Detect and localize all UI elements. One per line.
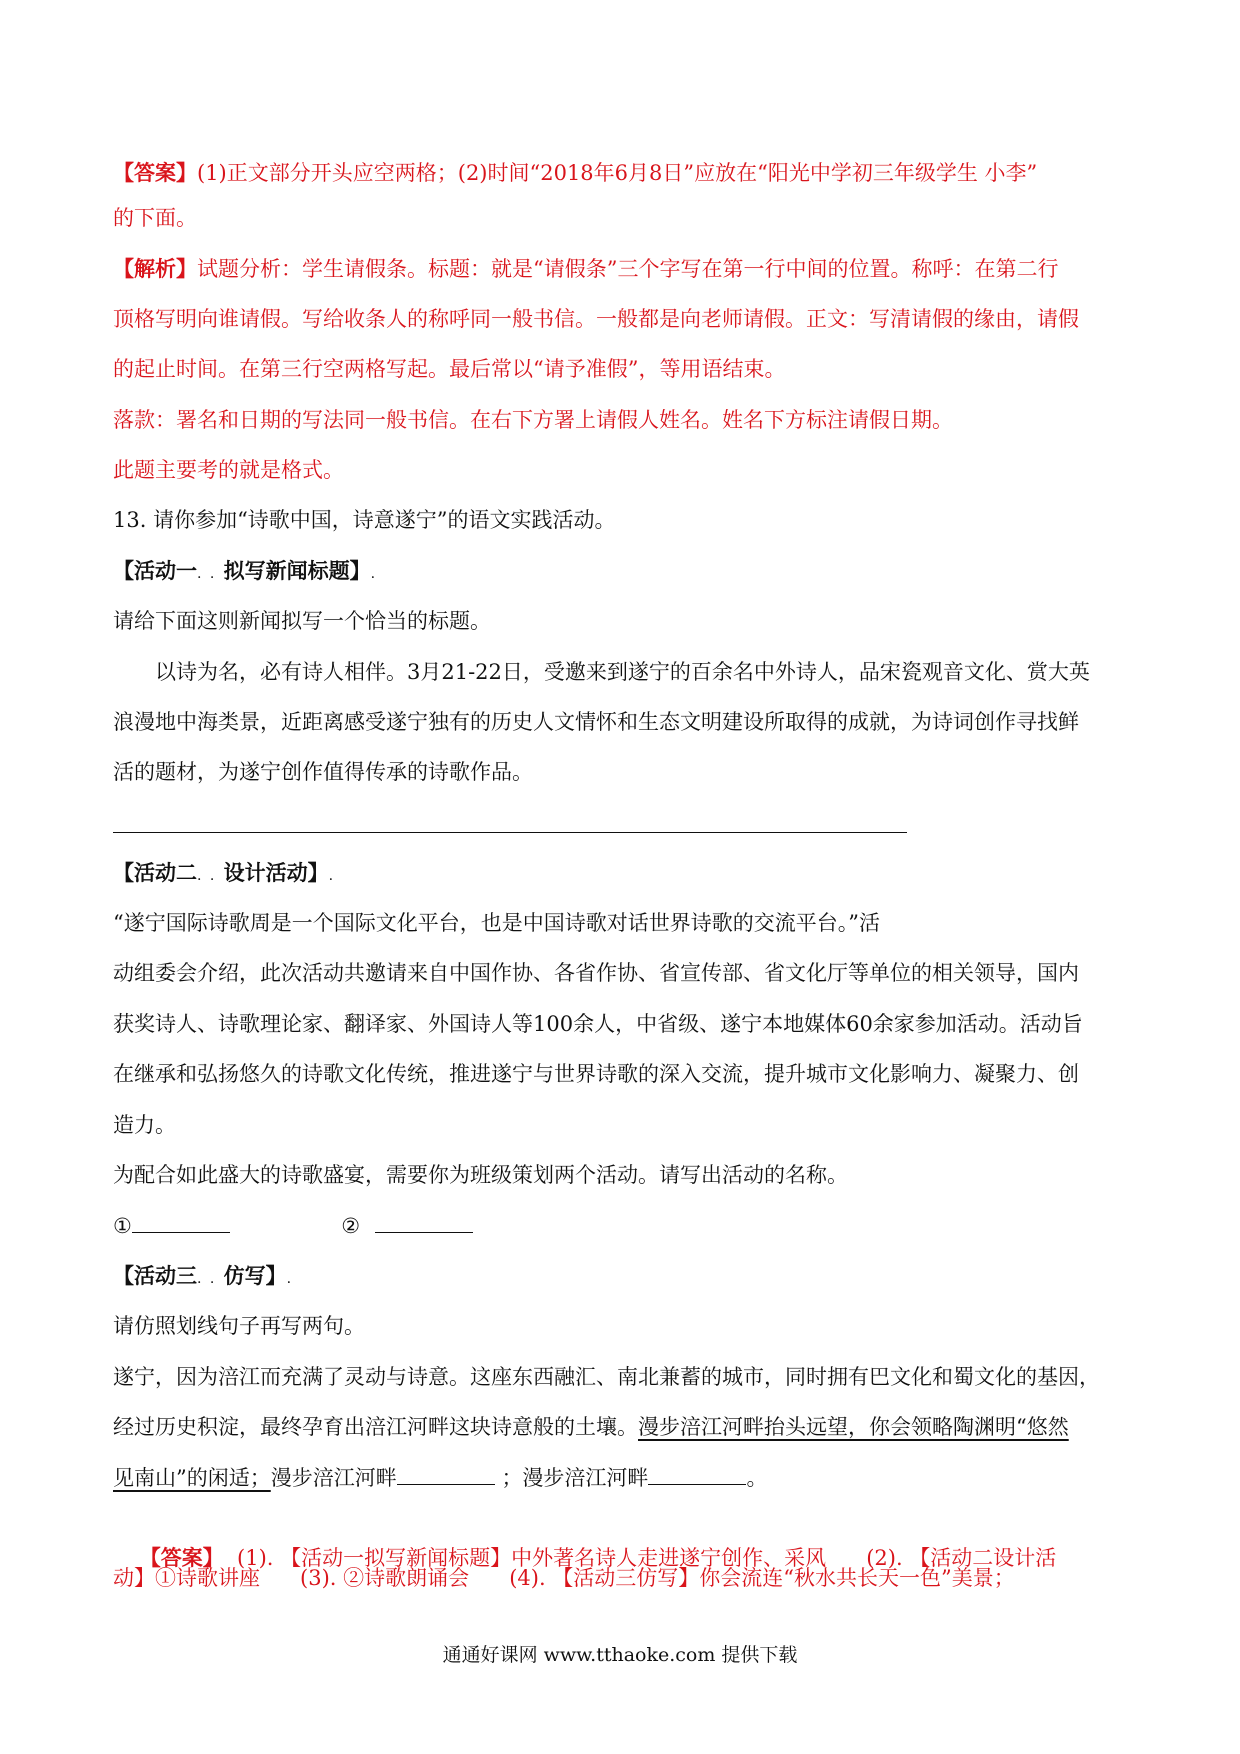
analysis-line-2: 顶格写明向谁请假。写给收条人的称呼同一般书信。一般都是向老师请假。正文：写清请假的缘由，请假: [113, 307, 1079, 331]
analysis-line-5: 此题主要考的就是格式。: [113, 458, 344, 482]
activity2-paragraph-2: 获奖诗人、诗歌理论家、翻译家、外国诗人等100余人，中省级、遂宁本地媒体60余家参加活动。活动旨: [113, 1012, 1083, 1036]
answer-line-2: 的下面。: [113, 206, 197, 230]
imitation-prompt-1: 漫步涪江河畔: [270, 1466, 397, 1490]
answer-text: (1)正文部分开头应空两格；(2)时间“2018年6月8日”应放在“阳光中学初三年级学生 小李”: [197, 161, 1038, 185]
activity1-paragraph-2: 浪漫地中海类景，近距离感受遂宁独有的历史人文情怀和生态文明建设所取得的成就，为诗词创作寻找鲜: [113, 710, 1079, 734]
activity1-instruction: 请给下面这则新闻拟写一个恰当的标题。: [113, 609, 491, 633]
answer2-text-1: (1). 【活动一拟写新闻标题】中外著名诗人走进遂宁创作、采风 (2). 【活动二设计活: [223, 1546, 1057, 1570]
underlined-sentence-part-1: 漫步涪江河畔抬头远望，你会领略陶渊明“悠然: [638, 1415, 1069, 1439]
activity1-paragraph-3: 活的题材，为遂宁创作值得传承的诗歌作品。: [113, 760, 533, 784]
activity3-heading: 【活动三. . 仿写】.: [113, 1263, 294, 1288]
activity1-prefix: 【活动一: [113, 558, 197, 583]
activity2-blanks: [113, 1210, 1130, 1241]
blank-2-line[interactable]: [375, 1210, 473, 1233]
activity2-heading: 【活动二. . 设计活动】.: [113, 860, 336, 885]
analysis-line-1: [113, 254, 1130, 284]
activity3-title: 仿写】: [223, 1263, 287, 1288]
blank-2-marker: ②: [341, 1214, 361, 1238]
activity1-title: 拟写新闻标题】: [223, 558, 371, 583]
blank-1-marker: ①: [113, 1214, 132, 1238]
analysis-label: 【解析】: [113, 256, 197, 281]
activity2-paragraph-4: 造力。: [113, 1113, 176, 1137]
underlined-sentence-part-2: 见南山”的闲适；: [113, 1466, 271, 1490]
answer2-label: 【答案】: [139, 1545, 224, 1570]
activity3-instruction: 请仿照划线句子再写两句。: [113, 1314, 365, 1338]
answer-line-1: [113, 158, 1130, 188]
activity3-paragraph-3: [113, 1462, 1130, 1493]
activity2-instruction: 为配合如此盛大的诗歌盛宴，需要你为班级策划两个活动。请写出活动的名称。: [113, 1163, 848, 1187]
answer2-line-2: 动】①诗歌讲座 (3). ②诗歌朗诵会 (4). 【活动三仿写】你会流连“秋水共长天一色”美景；: [113, 1566, 1015, 1590]
analysis-line-3: 的起止时间。在第三行空两格写起。最后常以“请予准假”，等用语结束。: [113, 357, 786, 381]
page-footer: 通通好课网 www.tthaoke.com 提供下载: [442, 1644, 798, 1666]
activity2-paragraph-3: 在继承和弘扬悠久的诗歌文化传统，推进遂宁与世界诗歌的深入交流，提升城市文化影响力、凝聚力、创: [113, 1062, 1079, 1086]
activity1-heading: 【活动一. . 拟写新闻标题】.: [113, 558, 378, 583]
imitation-blank-1[interactable]: [397, 1462, 495, 1485]
activity2-title: 设计活动】: [223, 860, 329, 885]
activity2-paragraph-1: 动组委会介绍，此次活动共邀请来自中国作协、各省作协、省宣传部、省文化厅等单位的相关领导，国内: [113, 961, 1079, 985]
answer-rule-line: [113, 832, 907, 833]
activity2-prefix: 【活动二: [113, 860, 197, 885]
activity3-paragraph-1: 遂宁，因为涪江而充满了灵动与诗意。这座东西融汇、南北兼蓄的城市，同时拥有巴文化和蜀文化的基因，: [113, 1365, 1100, 1389]
activity1-paragraph-1: 以诗为名，必有诗人相伴。3月21-22日，受邀来到遂宁的百余名中外诗人，品宋瓷观音文化、赏大英: [155, 660, 1090, 684]
activity3-prefix: 【活动三: [113, 1263, 197, 1288]
blank-1-line[interactable]: [132, 1210, 230, 1233]
imitation-blank-2[interactable]: [648, 1462, 746, 1485]
answer-label: 【答案】: [113, 160, 197, 185]
question-13: 13. 请你参加“诗歌中国，诗意遂宁”的语文实践活动。: [113, 508, 616, 532]
activity2-quote: “遂宁国际诗歌周是一个国际文化平台，也是中国诗歌对话世界诗歌的交流平台。”活: [113, 911, 880, 935]
analysis-text: 试题分析：学生请假条。标题：就是“请假条”三个字写在第一行中间的位置。称呼：在第二行: [197, 257, 1059, 281]
analysis-line-4: 落款：署名和日期的写法同一般书信。在右下方署上请假人姓名。姓名下方标注请假日期。: [113, 408, 953, 432]
activity3-plain-text: 经过历史积淀，最终孕育出涪江河畔这块诗意般的土壤。: [113, 1415, 638, 1439]
imitation-end: 。: [746, 1466, 768, 1490]
activity3-paragraph-2: [113, 1412, 1130, 1442]
imitation-prompt-2: ；漫步涪江河畔: [501, 1466, 649, 1490]
